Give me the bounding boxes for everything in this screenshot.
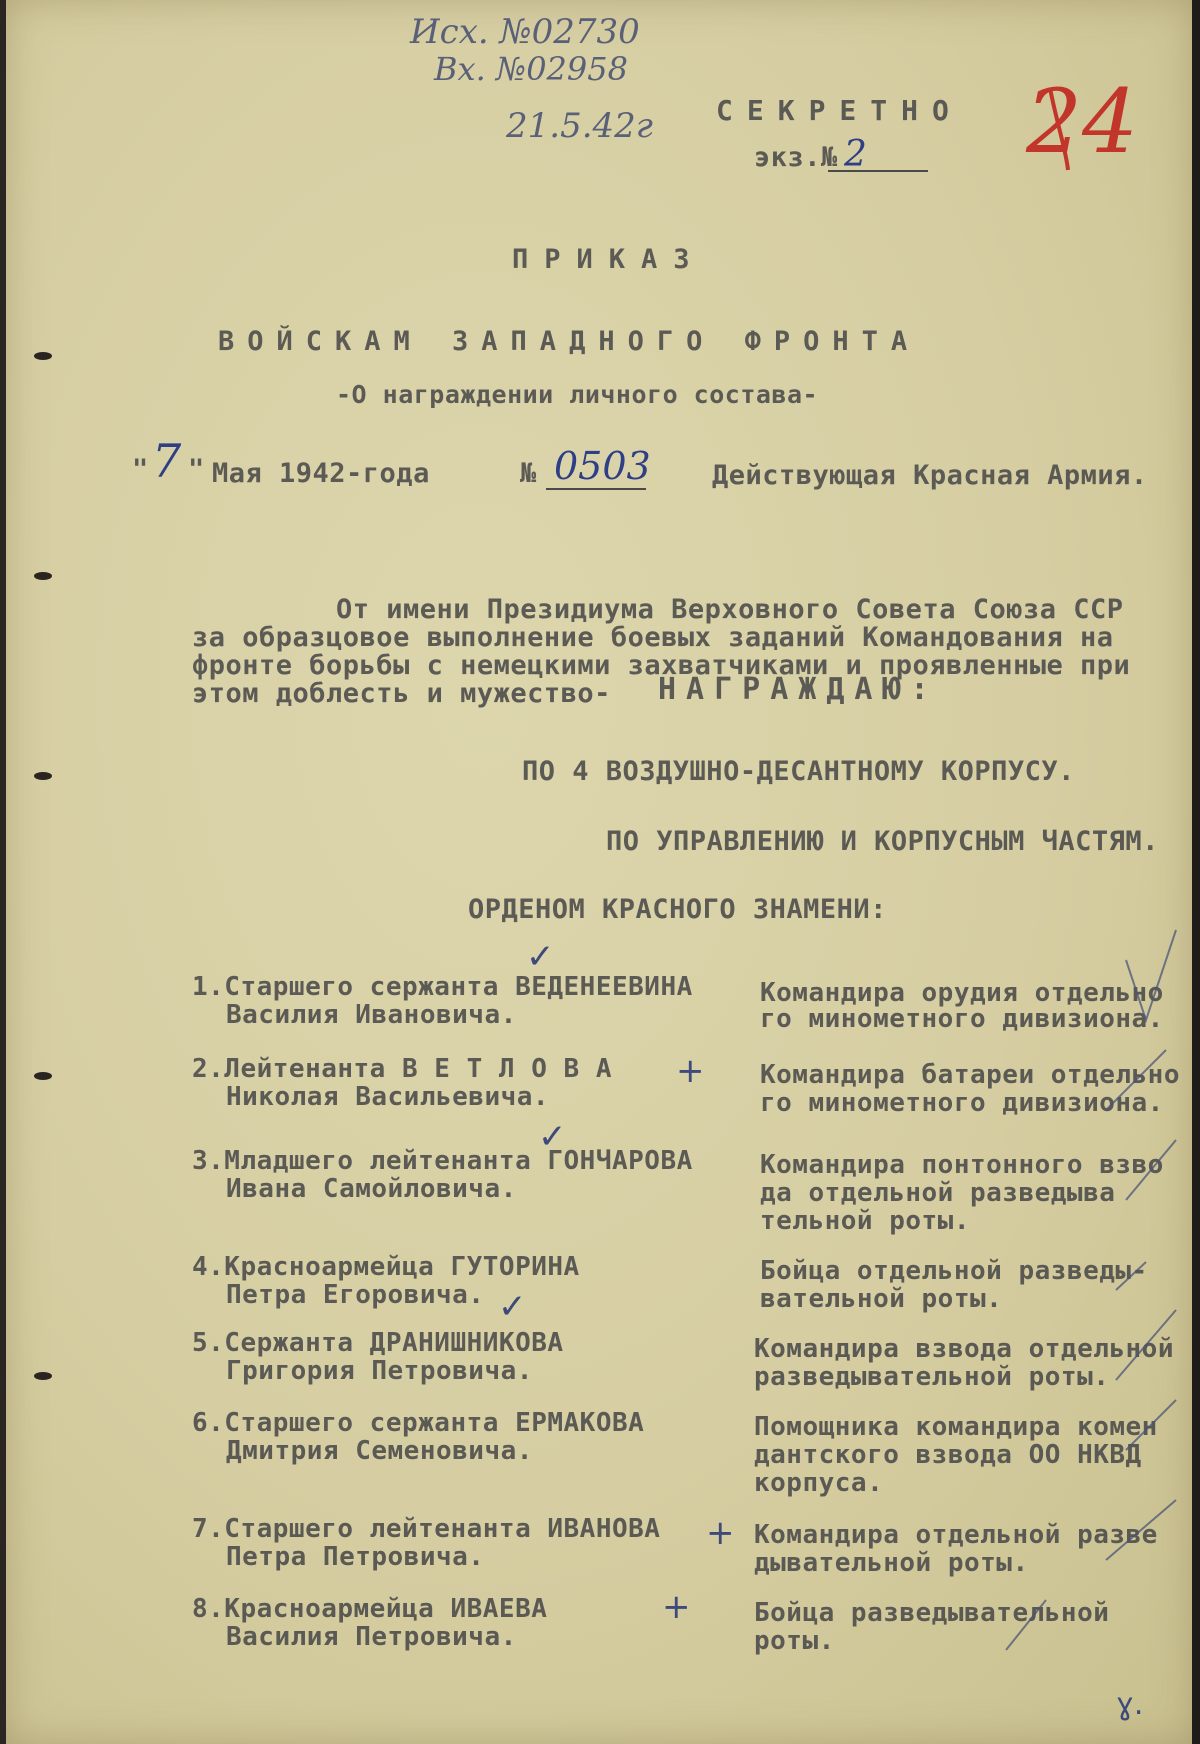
registration-date: 21.5.42г (506, 106, 653, 146)
entry-4-rank-surname: 4.Красноармейца ГУТОРИНА (192, 1252, 580, 1282)
red-pencil-stroke (1050, 88, 1068, 170)
checkmark-icon (1126, 1140, 1176, 1200)
entry-3-position: Командира понтонного взво (760, 1150, 1164, 1180)
entry-7-position: дывательной роты. (754, 1548, 1029, 1578)
entry-4-given-names: Петра Егоровича. (226, 1280, 485, 1310)
entry-7-rank-surname: 7.Старшего лейтенанта ИВАНОВА (192, 1514, 661, 1544)
entry-5-position: разведывательной роты. (754, 1362, 1110, 1392)
entry-1-given-names: Василия Ивановича. (226, 1000, 517, 1030)
pencil-strokes (6, 0, 1194, 1744)
entry-3-rank-surname: 3.Младшего лейтенанта ГОНЧАРОВА (192, 1146, 693, 1176)
scan-border (1192, 0, 1200, 1744)
order-day: 7 (152, 434, 182, 488)
entry-5-given-names: Григория Петровича. (226, 1356, 533, 1386)
preamble-line-1: От имени Президиума Верховного Совета Союза ССР (336, 594, 1124, 625)
corps-heading: ПО 4 ВОЗДУШНО-ДЕСАНТНОМУ КОРПУСУ. (522, 756, 1075, 787)
entry-3-position: тельной роты. (760, 1206, 970, 1236)
entry-2-given-names: Николая Васильевича. (226, 1082, 550, 1112)
units-heading: ПО УПРАВЛЕНИЮ И КОРПУСНЫМ ЧАСТЯМ. (606, 826, 1159, 857)
entry-6-rank-surname: 6.Старшего сержанта ЕРМАКОВА (192, 1408, 645, 1438)
award-verb: НАГРАЖДАЮ: (658, 672, 939, 707)
plus-mark-icon: + (676, 1051, 705, 1091)
entry-2-position: Командира батареи отдельно (760, 1060, 1180, 1090)
entry-7-given-names: Петра Петровича. (226, 1542, 485, 1572)
entry-6-position: корпуса. (754, 1468, 884, 1498)
entry-4-position: Бойца отдельной разведы- (760, 1256, 1148, 1286)
checkmark-icon: ✓ (538, 1117, 567, 1157)
copy-label: экз.№ (754, 142, 838, 173)
entry-8-rank-surname: 8.Красноармейца ИВАЕВА (192, 1594, 548, 1624)
entry-3-position: да отдельной разведыва (760, 1178, 1116, 1208)
entry-1-position: го минометного дивизиона. (760, 1004, 1164, 1034)
outgoing-number: Исх. №02730 (410, 12, 640, 52)
plus-mark-icon: + (662, 1587, 691, 1627)
checkmark-icon (1106, 1050, 1166, 1110)
entry-8-position: Бойца разведывательной (754, 1598, 1110, 1628)
date-quote-open: " (132, 454, 149, 485)
secrecy-label: СЕКРЕТНО (716, 94, 963, 127)
preamble-line-4: этом доблесть и мужество- (192, 678, 611, 709)
checkmark-icon (1116, 1310, 1176, 1380)
plus-mark-icon: + (706, 1513, 735, 1553)
entry-7-position: Командира отдельной разве (754, 1520, 1158, 1550)
pencil-scribble-icon: ɣ. (1116, 1687, 1144, 1722)
order-date-rest: Мая 1942-года (212, 458, 430, 489)
entry-2-rank-surname: 2.Лейтенанта В Е Т Л О В А (192, 1054, 612, 1084)
order-number-label: № (520, 458, 537, 489)
copy-number: 2 (844, 134, 867, 175)
preamble-line-3: фронте борьбы с немецкими захватчиками и проявленные при (192, 650, 1131, 681)
checkmark-icon (1126, 930, 1176, 1020)
entry-2-position: го минометного дивизиона. (760, 1088, 1164, 1118)
subject-line: -О награждении личного состава- (336, 380, 819, 409)
order-number: 0503 (554, 444, 651, 488)
checkmark-icon: ✓ (498, 1287, 527, 1327)
entry-4-position: вательной роты. (760, 1284, 1003, 1314)
addressee: ВОЙСКАМ ЗАПАДНОГО ФРОНТА (218, 326, 921, 357)
document-title: ПРИКАЗ (512, 244, 706, 275)
date-quote-close: " (188, 454, 205, 485)
entry-8-position: роты. (754, 1626, 835, 1656)
entry-6-position: дантского взвода ОО НКВД (754, 1440, 1142, 1470)
checkmark-icon (1106, 1500, 1176, 1560)
page-number: 24 (1026, 70, 1138, 173)
entry-5-rank-surname: 5.Сержанта ДРАНИШНИКОВА (192, 1328, 564, 1358)
preamble-line-2: за образцовое выполнение боевых заданий Командования на (192, 622, 1114, 653)
entry-6-given-names: Дмитрия Семеновича. (226, 1436, 533, 1466)
entry-6-position: Помощника командира комен (754, 1412, 1158, 1442)
entry-3-given-names: Ивана Самойловича. (226, 1174, 517, 1204)
entry-1-rank-surname: 1.Старшего сержанта ВЕДЕНЕЕВИНА (192, 972, 693, 1002)
entry-1-position: Командира орудия отдельно (760, 978, 1164, 1008)
checkmark-icon (1126, 1400, 1176, 1450)
checkmark-icon: ✓ (526, 937, 555, 977)
order-of-red-banner-heading: ОРДЕНОМ КРАСНОГО ЗНАМЕНИ: (468, 894, 887, 925)
checkmark-icon (1116, 1262, 1146, 1290)
checkmark-icon (1006, 1600, 1046, 1650)
incoming-number: Вх. №02958 (434, 50, 628, 88)
entry-8-given-names: Василия Петровича. (226, 1622, 517, 1652)
document-page (6, 0, 1194, 1744)
issuing-place: Действующая Красная Армия. (712, 460, 1148, 491)
entry-5-position: Командира взвода отдельной (754, 1334, 1174, 1364)
